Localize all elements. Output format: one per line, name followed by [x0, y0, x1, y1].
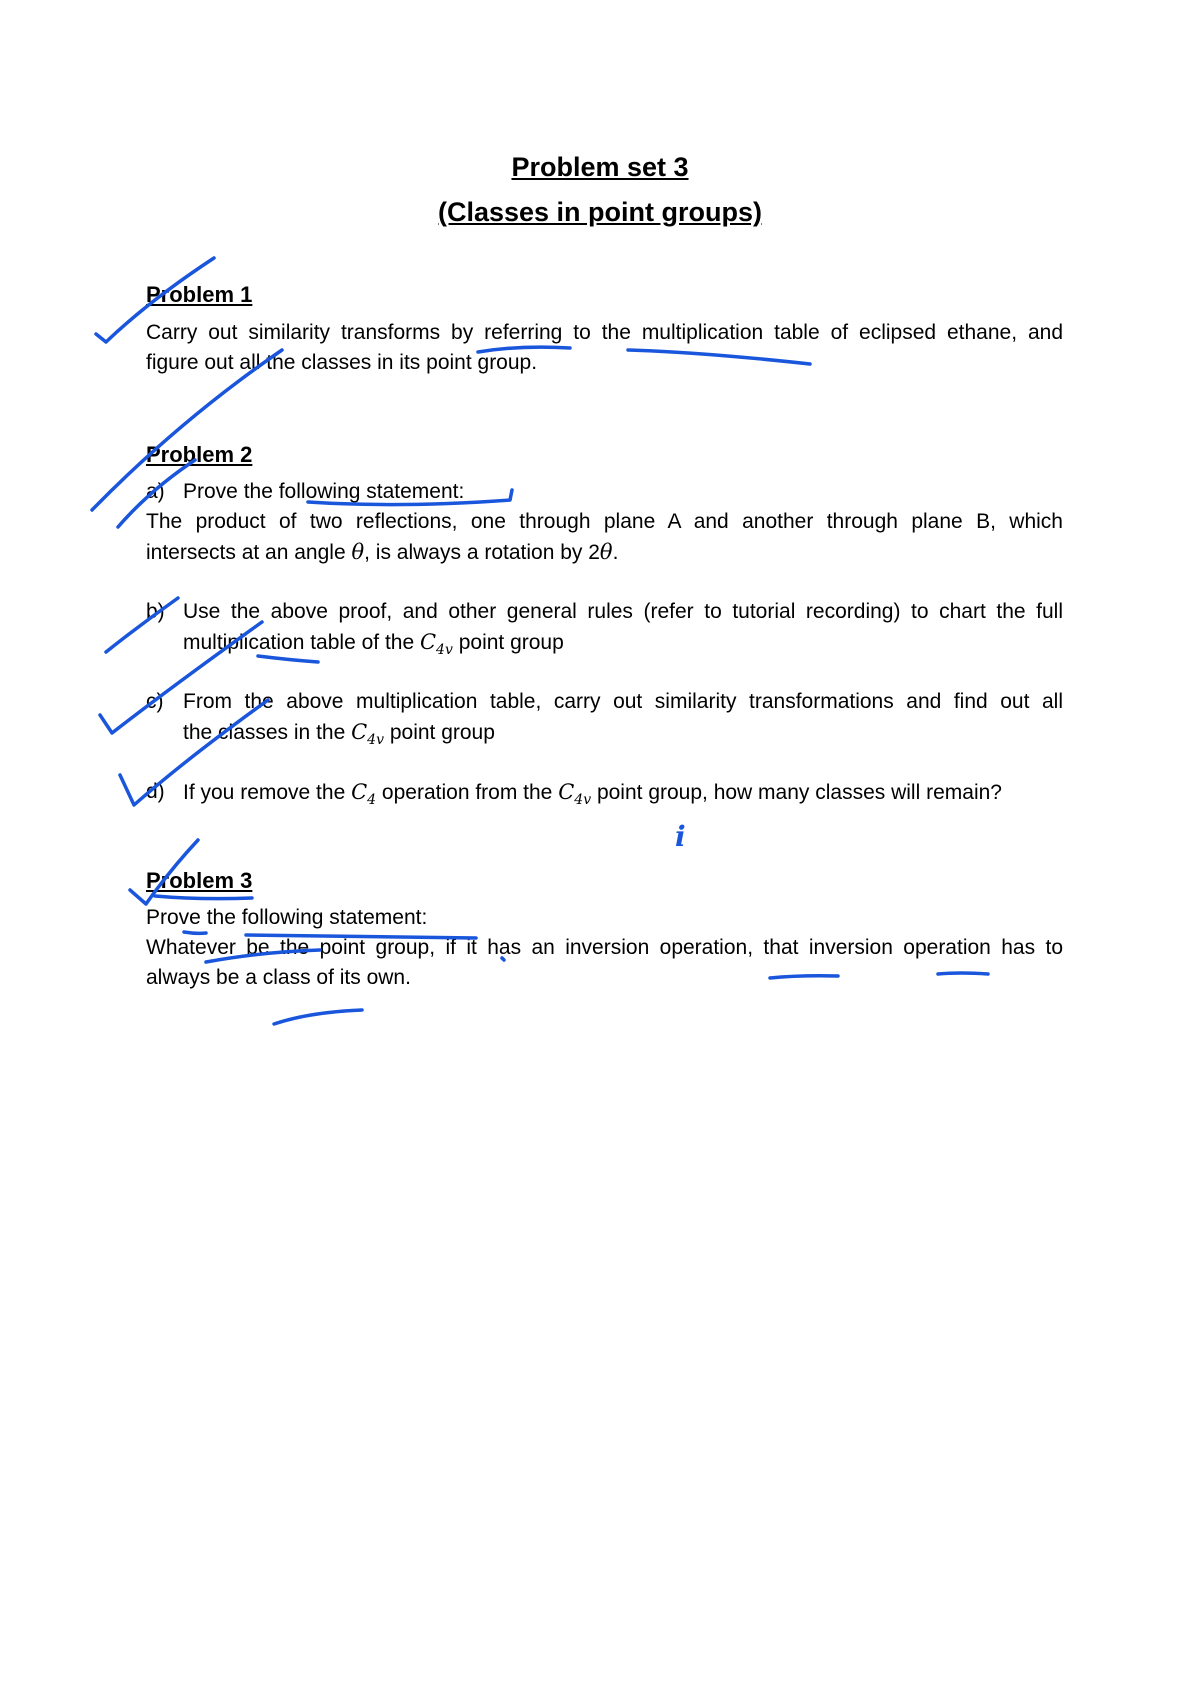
underline-mark	[770, 976, 838, 978]
underline-mark	[274, 1010, 362, 1024]
page-subtitle: (Classes in point groups)	[437, 197, 763, 227]
c4-symbol: $C_4$	[351, 780, 377, 809]
problem-2c-text-line-2: the classes in the $C_{4v}$ point group	[183, 720, 495, 749]
problem-3-text-line-1: Prove the following statement:	[146, 906, 428, 929]
checkmark-icon	[130, 840, 198, 904]
theta-symbol: θ	[599, 540, 613, 564]
problem-2b-marker: b)	[146, 600, 165, 623]
problem-2b-text-line-1: Use the above proof, and other general rules (refer to tutorial recording) to chart the full	[183, 600, 1063, 623]
problem-1-text-line-1: Carry out similarity transforms by referring to the multiplication table of eclipsed ethane, and	[146, 321, 1063, 344]
handwritten-letter-i: i	[675, 820, 686, 853]
underline-mark	[246, 935, 476, 938]
underline-mark	[184, 932, 206, 933]
problem-3-text-line-2: Whatever be the point group, if it has an inversion operation, that inversion operation has to	[146, 936, 1063, 959]
checkmark-icon	[120, 700, 268, 805]
theta-symbol: θ	[351, 540, 365, 564]
problem-2c-text-line-1: From the above multiplication table, carry out similarity transformations and find out all	[183, 690, 1063, 713]
ink-dot	[502, 958, 504, 960]
checkmark-icon	[106, 598, 178, 652]
underline-mark	[478, 347, 570, 352]
problem-2a-marker: a)	[146, 480, 165, 503]
problem-2b-text-line-2: multiplication table of the $C_{4v}$ point group	[183, 630, 564, 659]
underline-mark	[258, 656, 318, 662]
problem-2a-text-line-2: The product of two reflections, one through plane A and another through plane B, which	[146, 510, 1063, 533]
underline-mark	[628, 350, 810, 364]
underline-mark	[155, 896, 252, 899]
problem-3-heading: Problem 3	[146, 868, 253, 893]
problem-3-text-line-3: always be a class of its own.	[146, 966, 411, 989]
checkmark-icon	[118, 460, 195, 527]
checkmark-icon	[96, 258, 214, 342]
problem-2d-text: If you remove the $C_4$ operation from the $C_{4v}$ point group, how many classes will remain?	[183, 780, 1002, 809]
problem-2-heading: Problem 2	[146, 442, 253, 467]
c4v-symbol: $C_{4v}$	[558, 780, 592, 809]
problem-1-heading: Problem 1	[146, 282, 253, 307]
problem-2a-text-line-3: intersects at an angle θ, is always a rotation by 2θ.	[146, 540, 619, 564]
c4v-symbol: $C_{4v}$	[351, 720, 384, 749]
page-title: Problem set 3	[511, 152, 689, 182]
underline-mark	[308, 490, 512, 505]
underline-mark	[938, 973, 988, 974]
c4v-symbol: $C_{4v}$	[419, 630, 453, 659]
underline-mark	[206, 950, 320, 962]
checkmark-icon	[92, 350, 282, 510]
problem-2c-marker: c)	[146, 690, 164, 713]
problem-2d-marker: d)	[146, 780, 165, 803]
problem-1-text-line-2: figure out all the classes in its point group.	[146, 351, 538, 374]
problem-2a-text-line-1: Prove the following statement:	[183, 480, 465, 503]
